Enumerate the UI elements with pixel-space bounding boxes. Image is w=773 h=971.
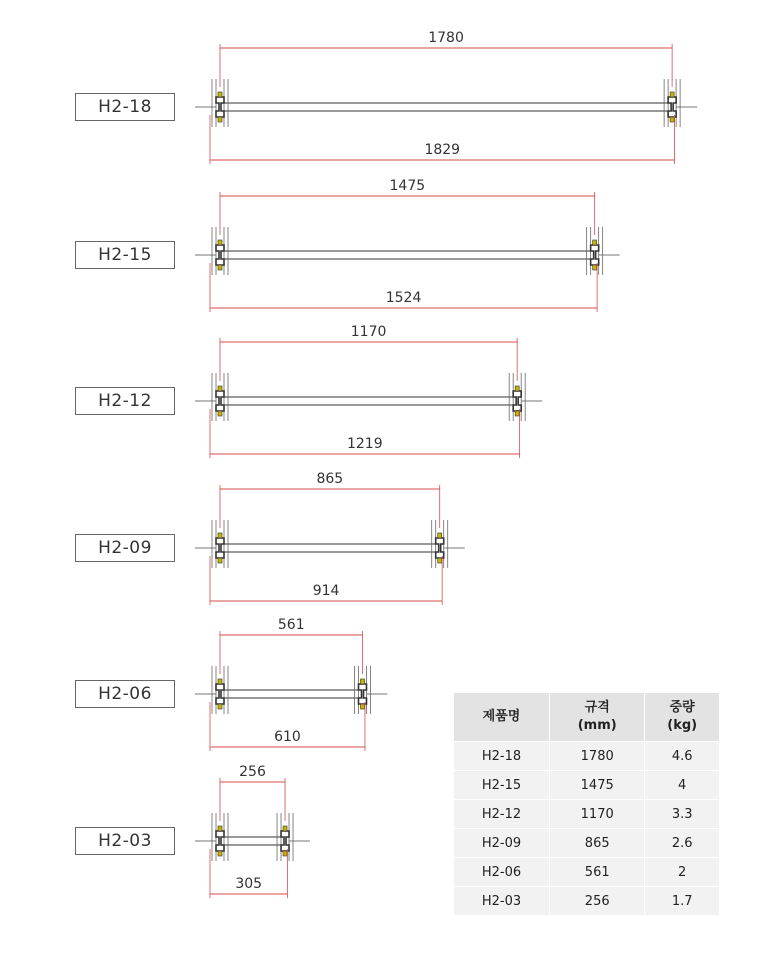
- ledger-h2-18: [195, 30, 697, 164]
- model-label-h2-18: H2-18: [75, 93, 175, 121]
- ledger-pipe: [220, 837, 285, 845]
- dim-label-inner: 1780: [428, 30, 464, 46]
- table-row: H2-12 1170 3.3: [454, 800, 720, 829]
- bolt-top: [515, 386, 519, 391]
- spec-table-header: [454, 693, 720, 742]
- dim-label-outer: 610: [274, 729, 301, 745]
- dim-label-outer: 914: [312, 583, 340, 599]
- bolt-top: [593, 240, 597, 245]
- header-product-name: 제품명: [454, 693, 550, 742]
- ledger-pipe: [220, 251, 595, 259]
- model-label-h2-12: H2-12: [75, 387, 175, 415]
- ledger-pipe: [220, 544, 440, 552]
- table-row: H2-15 1475 4: [454, 771, 720, 800]
- bolt-top: [218, 240, 222, 245]
- bolt-top: [218, 92, 222, 97]
- spec-table: [453, 692, 720, 916]
- bolt-bottom: [283, 851, 287, 856]
- dim-label-inner: 1475: [389, 178, 426, 194]
- bolt-top: [218, 386, 222, 391]
- ledger-h2-09: [195, 471, 465, 605]
- dim-label-outer: 1829: [424, 142, 461, 158]
- ledger-h2-06: [195, 617, 387, 751]
- model-label-h2-09: H2-09: [75, 534, 175, 562]
- dim-label-outer: 1524: [385, 290, 422, 306]
- ledger-h2-15: [195, 178, 620, 312]
- table-row: H2-03 256 1.7: [454, 887, 720, 916]
- header-size: 규격 (mm): [550, 693, 645, 742]
- bolt-bottom: [218, 411, 222, 416]
- bolt-bottom: [218, 117, 222, 122]
- model-label-h2-03: H2-03: [75, 827, 175, 855]
- bolt-bottom: [670, 117, 674, 122]
- bolt-top: [438, 533, 442, 538]
- bolt-bottom: [593, 265, 597, 270]
- bolt-bottom: [218, 704, 222, 709]
- bolt-top: [218, 679, 222, 684]
- dim-label-inner: 561: [277, 617, 305, 633]
- table-row: H2-06 561 2: [454, 858, 720, 887]
- ledger-pipe: [220, 690, 362, 698]
- model-label-h2-15: H2-15: [75, 241, 175, 269]
- model-label-h2-06: H2-06: [75, 680, 175, 708]
- ledger-pipe: [220, 397, 517, 405]
- table-row: H2-18 1780 4.6: [454, 742, 720, 771]
- bolt-bottom: [218, 265, 222, 270]
- dim-label-outer: 1219: [346, 436, 383, 452]
- ledger-pipe: [220, 103, 672, 111]
- dim-label-inner: 1170: [350, 324, 387, 340]
- bolt-top: [360, 679, 364, 684]
- bolt-bottom: [360, 704, 364, 709]
- bolt-bottom: [515, 411, 519, 416]
- ledger-h2-03: [195, 764, 310, 898]
- bolt-bottom: [438, 558, 442, 563]
- bolt-top: [218, 533, 222, 538]
- table-row: H2-09 865 2.6: [454, 829, 720, 858]
- bolt-bottom: [218, 558, 222, 563]
- bolt-bottom: [218, 851, 222, 856]
- dim-label-inner: 865: [316, 471, 344, 487]
- bolt-top: [218, 826, 222, 831]
- dim-label-outer: 305: [235, 876, 263, 892]
- dim-label-inner: 256: [239, 764, 266, 780]
- bolt-top: [670, 92, 674, 97]
- header-weight: 중량 (kg): [645, 693, 720, 742]
- bolt-top: [283, 826, 287, 831]
- ledger-h2-12: [195, 324, 542, 458]
